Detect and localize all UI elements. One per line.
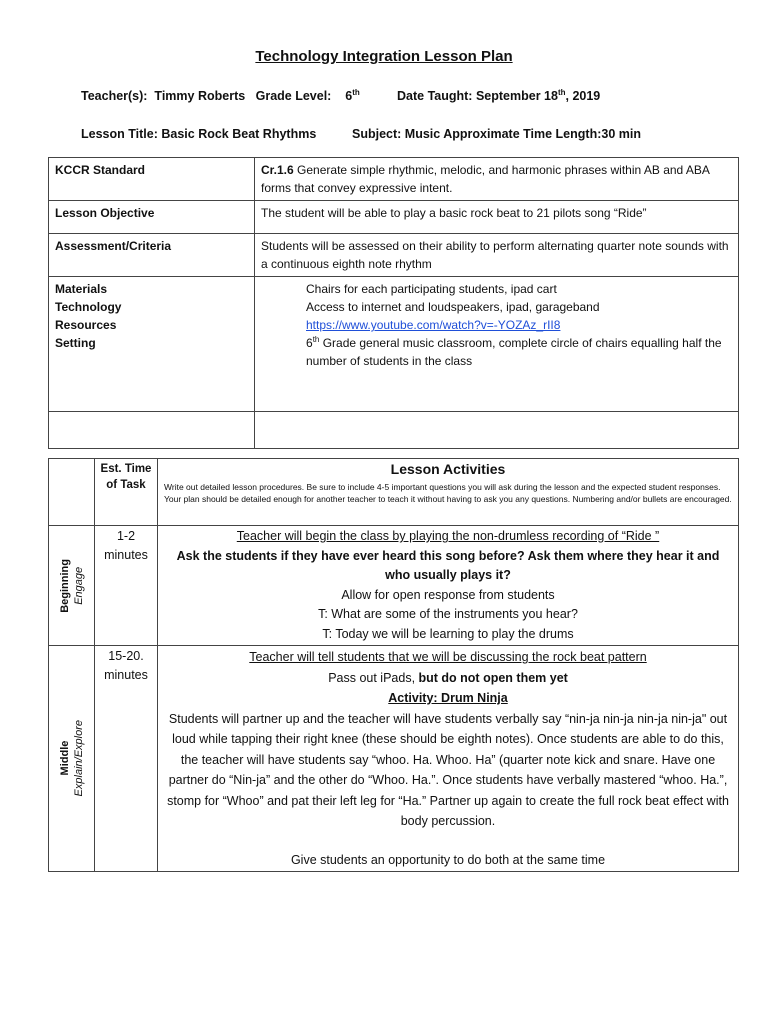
teacher-name: Timmy Roberts [154,89,246,103]
grade-value: 6 [345,89,353,103]
setting-suffix: th [312,335,320,344]
middle-line-2a: Pass out iPads, [328,670,419,685]
setting-text [306,334,732,370]
activities-header-cell [158,459,739,526]
assessment-row [49,234,739,277]
subject-label: Subject: [352,127,402,141]
beginning-line-4: T: What are some of the instruments you hear? [318,607,578,621]
middle-line-2 [166,668,730,689]
activities-header-row [49,459,739,526]
kccr-row [49,158,739,201]
date-line [397,89,600,103]
est-time-header: Est. Time of Task [95,459,158,526]
middle-line-2b: but do not open them yet [418,670,568,685]
beginning-line-3: Allow for open response from students [341,587,555,602]
technology-label: Technology [55,300,122,314]
subject-line [352,127,641,141]
time-length-label: Approximate Time Length: [443,127,602,141]
kccr-cell [255,158,739,201]
lesson-title-line [81,127,316,141]
empty-row [49,412,739,449]
beginning-phase-sub: Engage [72,566,85,605]
setting-description: Grade general music classroom, complete circle of chairs equalling half the number of students in the class [306,336,722,368]
assessment-label: Assessment/Criteria [49,234,255,277]
objective-row [49,201,739,234]
middle-body [158,646,739,872]
grade-suffix: th [352,87,360,97]
standards-table [48,157,739,449]
lesson-title-value: Basic Rock Beat Rhythms [161,127,317,141]
middle-phase-name: Middle [58,741,71,776]
materials-cell [255,277,739,412]
setting-label: Setting [55,336,96,350]
beginning-body [158,526,739,646]
beginning-time: 1-2 minutes [95,526,158,646]
date-label: Date Taught: [397,89,473,103]
beginning-phase-label [58,559,86,613]
materials-label: Materials [55,282,108,296]
kccr-text: Generate simple rhythmic, melodic, and harmonic phrases within AB and ABA forms that convey expressive intent. [261,163,710,195]
middle-phase-cell [49,646,95,872]
grade-label: Grade Level: [255,89,332,103]
materials-text: Chairs for each participating students, ipad cart [306,282,557,296]
beginning-phase-name: Beginning [58,558,71,613]
date-suffix: th [557,87,566,97]
materials-labels [49,277,255,412]
phase-header-cell [49,459,95,526]
objective-text: The student will be able to play a basic rock beat to 21 pilots song “Ride” [255,201,739,234]
beginning-line-1: Teacher will begin the class by playing the non-drumless recording of “Ride ” [236,529,660,543]
activities-table [48,458,739,872]
resources-label: Resources [55,318,117,332]
document-title: Technology Integration Lesson Plan [255,48,513,65]
date-value: September 18 [475,89,558,103]
teacher-label: Teacher(s): [81,89,148,103]
activities-heading: Lesson Activities [390,461,506,477]
materials-row [49,277,739,412]
beginning-phase-cell [49,526,95,646]
empty-cell [49,412,255,449]
activity-title: Activity: Drum Ninja [388,691,508,705]
middle-row [49,646,739,872]
middle-line-1: Teacher will tell students that we will be discussing the rock beat pattern [249,650,647,664]
empty-cell [255,412,739,449]
middle-phase-sub: Explain/Explore [72,720,85,797]
activities-instructions: Write out detailed lesson procedures. Be sure to include 4-5 important questions you will ask during the lesson and the expected student responses. Your plan should be detailed enough for another teacher to teach it without having to ask you any questions. Numbering and/or bullets are encouraged. [164,482,732,504]
kccr-label: KCCR Standard [49,158,255,201]
middle-line-4: Students will partner up and the teacher will have students verbally say “nin-ja nin-ja nin-ja nin-ja" out loud while tapping their right knee (these should be eighth notes). Once students are able to do this, the teacher will have students say “whoo. Ha. Whoo. Ha” (quarter note kick and snare. Have one partner do “Nin-ja” and the other do “Whoo. Ha.”. Once students have verbally mastered “whoo. Ha.”, stomp for “Whoo” and pat their left leg for “Ha.” Partner up again to create the full rock beat effect with body percussion. [167,711,729,828]
middle-time: 15-20. minutes [95,646,158,872]
time-length-value: 30 min [601,127,641,141]
date-year: , 2019 [565,89,601,103]
teacher-line [81,89,360,103]
beginning-line-2: Ask the students if they have ever heard this song before? Ask them where they hear it and who usually plays it? [176,548,720,582]
technology-text: Access to internet and loudspeakers, ipad, garageband [306,300,600,314]
beginning-row [49,526,739,646]
resource-link[interactable]: https://www.youtube.com/watch?v=-YOZAz_rII8 [306,318,561,332]
subject-value: Music [404,127,441,141]
middle-line-5: Give students an opportunity to do both at the same time [290,852,606,867]
middle-phase-label [58,720,86,796]
objective-label: Lesson Objective [49,201,255,234]
setting-grade: 6 [306,336,313,350]
lesson-title-label: Lesson Title: [81,127,158,141]
assessment-text: Students will be assessed on their ability to perform alternating quarter note sounds with a continuous eighth note rhythm [255,234,739,277]
beginning-line-5: T: Today we will be learning to play the drums [322,626,574,641]
kccr-code: Cr.1.6 [261,163,294,177]
